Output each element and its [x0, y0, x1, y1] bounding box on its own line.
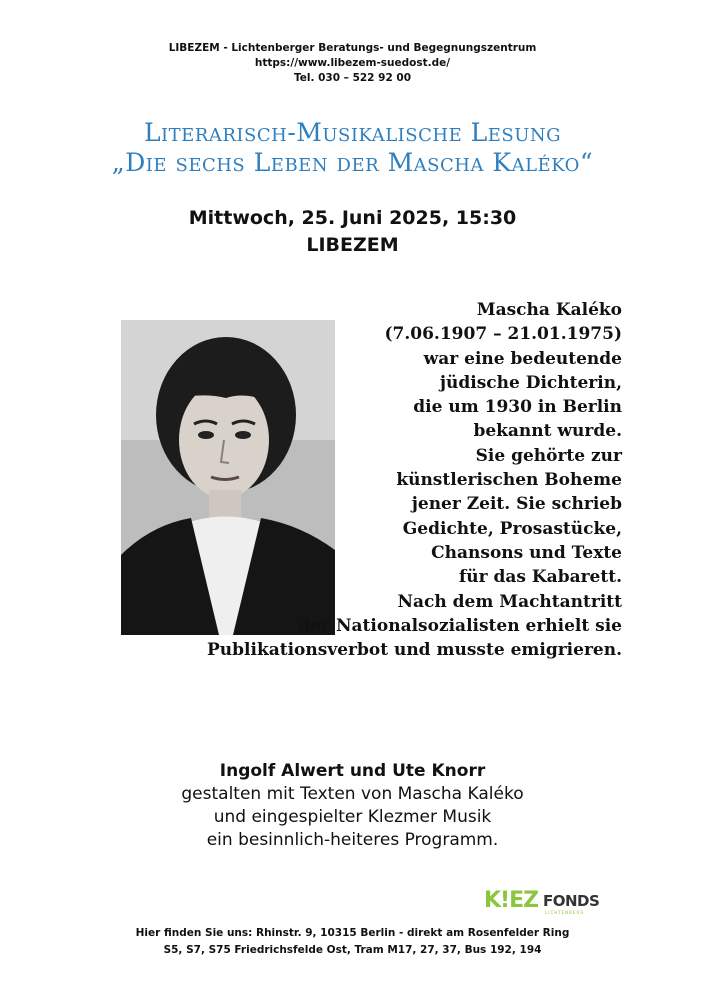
bio-line: der Nationalsozialisten erhielt sie [298, 615, 622, 636]
address-line: Hier finden Sie uns: Rhinstr. 9, 10315 Berlin - direkt am Rosenfelder Ring [135, 927, 570, 939]
title-line-1: Literarisch-Musikalische Lesung [143, 118, 562, 147]
bio-line: Publikationsverbot und musste emigrieren. [207, 640, 622, 661]
event-datetime: Mittwoch, 25. Juni 2025, 15:30 [188, 207, 517, 229]
bio-line: Sie gehörte zur [475, 445, 622, 466]
bio-line: (7.06.1907 – 21.01.1975) [384, 324, 622, 345]
org-name: LIBEZEM - Lichtenberger Beratungs- und Begegnungszentrum [168, 42, 537, 54]
footer [0, 925, 705, 959]
logo-sub: LICHTENBERG [545, 910, 585, 915]
logo-fonds: FONDS [543, 892, 600, 910]
website-link[interactable]: https://www.libezem-suedost.de/ [254, 57, 451, 69]
program-line-2: und eingespielter Klezmer Musik [213, 807, 492, 827]
event-info [0, 205, 705, 259]
bio-line: Chansons und Texte [431, 542, 622, 563]
performers-block [0, 760, 705, 852]
bio-line: bekannt wurde. [473, 421, 622, 442]
bio-text [130, 298, 622, 662]
bio-line: künstlerischen Boheme [396, 470, 622, 491]
bio-line: Gedichte, Prosastücke, [402, 518, 622, 539]
event-title [0, 118, 705, 178]
bio-line: die um 1930 in Berlin [413, 397, 622, 418]
bio-line: für das Kabarett. [458, 567, 622, 588]
event-venue: LIBEZEM [306, 234, 399, 256]
phone-number: Tel. 030 – 522 92 00 [293, 72, 412, 84]
title-line-2: „Die sechs Leben der Mascha Kaléko“ [111, 148, 594, 177]
bio-line: jüdische Dichterin, [439, 372, 622, 393]
logo-kiez: K!EZ [484, 888, 539, 913]
bio-line: jener Zeit. Sie schrieb [411, 494, 622, 515]
bio-line: war eine bedeutende [423, 348, 622, 369]
program-line-3: ein besinnlich-heiteres Programm. [206, 830, 499, 850]
program-line-1: gestalten mit Texten von Mascha Kaléko [181, 784, 524, 804]
header [0, 41, 705, 86]
transit-line: S5, S7, S75 Friedrichsfelde Ost, Tram M17, 27, 37, Bus 192, 194 [163, 944, 542, 956]
performer-names: Ingolf Alwert und Ute Knorr [219, 761, 486, 781]
kiezfonds-logo [484, 888, 624, 918]
bio-line: Mascha Kaléko [476, 300, 622, 320]
bio-line: Nach dem Machtantritt [397, 591, 622, 612]
